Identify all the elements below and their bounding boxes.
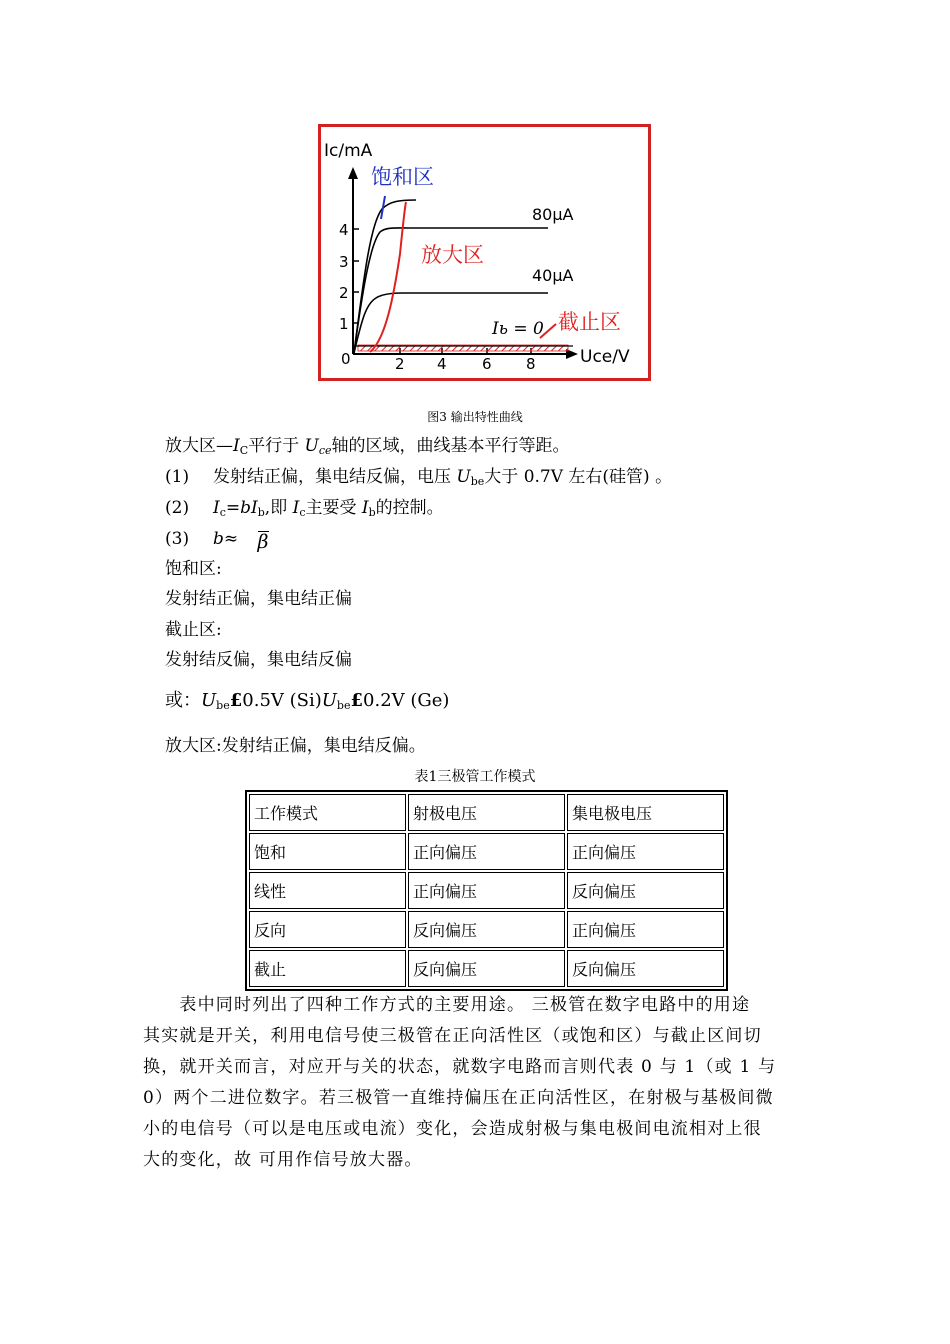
- table-cell: 反向偏压: [567, 950, 724, 987]
- table-cell: 反向偏压: [567, 872, 724, 909]
- table-header-cell: 工作模式: [249, 794, 406, 831]
- figure-caption: 图3 输出特性曲线: [427, 410, 523, 424]
- paragraph-line: 换，就开关而言，对应开与关的状态，就数字电路而言则代表 0 与 1（或 1 与: [143, 1057, 777, 1077]
- y-axis-label: Ic/mA: [324, 141, 373, 161]
- modes-table: [245, 790, 728, 991]
- table-cell: 正向偏压: [567, 911, 724, 948]
- table-cell: 反向偏压: [408, 950, 565, 987]
- table-cell: 反向偏压: [408, 911, 565, 948]
- list-item-3: (3) b≈ β: [165, 529, 269, 553]
- table-cell: 饱和: [249, 833, 406, 870]
- amplification-summary: 放大区:发射结正偏，集电结反偏。: [165, 736, 426, 756]
- region-label-amplification: 放大区: [421, 243, 484, 267]
- region-label-cutoff: 截止区: [558, 310, 621, 334]
- cutoff-title: 截止区:: [165, 620, 222, 640]
- table-cell: 截止: [249, 950, 406, 987]
- curve-label-80uA: 80μA: [532, 205, 574, 224]
- table-cell: 正向偏压: [567, 833, 724, 870]
- x-tick-label-4: 4: [437, 355, 447, 373]
- table-row: [249, 911, 724, 948]
- cutoff-description: 发射结反偏，集电结反偏: [165, 650, 352, 670]
- table-header-cell: 射极电压: [408, 794, 565, 831]
- usage-paragraph: [143, 990, 807, 1176]
- table-row: [249, 950, 724, 987]
- table-caption: 表1三极管工作模式: [414, 769, 536, 785]
- x-axis-label: Uce/V: [580, 347, 630, 367]
- y-tick-label-3: 3: [339, 253, 349, 271]
- cutoff-condition: 或：$U_{be}£0.5V$ $(Si)U_{be}£0.2V$ (Ge): [165, 690, 450, 712]
- paragraph-line: 其实就是开关，利用电信号使三极管在正向活性区（或饱和区）与截止区间切: [143, 1026, 762, 1046]
- y-tick-label-4: 4: [339, 221, 349, 239]
- table-cell: 线性: [249, 872, 406, 909]
- curve-label-ib0: Iь = 0: [492, 319, 544, 339]
- paragraph-line: 0）两个二进位数字。若三极管一直维持偏压在正向活性区，在射极与基极间微: [143, 1088, 774, 1108]
- output-characteristic-figure: [318, 124, 651, 381]
- x-tick-label-0: 0: [341, 350, 351, 368]
- x-tick-label-2: 2: [395, 355, 405, 373]
- y-tick-label-1: 1: [339, 315, 349, 333]
- x-tick-label-6: 6: [482, 355, 492, 373]
- region-label-saturation: 饱和区: [371, 165, 434, 189]
- paragraph-line: 表中同时列出了四种工作方式的主要用途。 三极管在数字电路中的用途: [143, 995, 751, 1015]
- list-item-2: (2) $I_c=bI_b$,即 $I_c$主要受 $I_b$的控制。: [165, 498, 444, 519]
- saturation-title: 饱和区:: [165, 559, 222, 579]
- list-item-1: (1) 发射结正偏，集电结反偏，电压 $U_{be}$大于 0.7V 左右(硅管) 。: [165, 467, 673, 488]
- y-tick-label-2: 2: [339, 284, 349, 302]
- amplification-definition: 放大区$—I_C$平行于 $U_{ce}$轴的区域，曲线基本平行等距。: [165, 436, 570, 457]
- paragraph-line: 大的变化，故 可用作信号放大器。: [143, 1150, 423, 1170]
- table-row: [249, 872, 724, 909]
- table-header-cell: 集电极电压: [567, 794, 724, 831]
- table-cell: 反向: [249, 911, 406, 948]
- table-header-row: [249, 794, 724, 831]
- paragraph-line: 小的电信号（可以是电压或电流）变化，会造成射极与集电极间电流相对上很: [143, 1119, 762, 1139]
- table-cell: 正向偏压: [408, 833, 565, 870]
- table-row: [249, 833, 724, 870]
- table-cell: 正向偏压: [408, 872, 565, 909]
- x-tick-label-8: 8: [526, 355, 536, 373]
- saturation-description: 发射结正偏，集电结正偏: [165, 589, 352, 609]
- curve-label-40uA: 40μA: [532, 266, 574, 285]
